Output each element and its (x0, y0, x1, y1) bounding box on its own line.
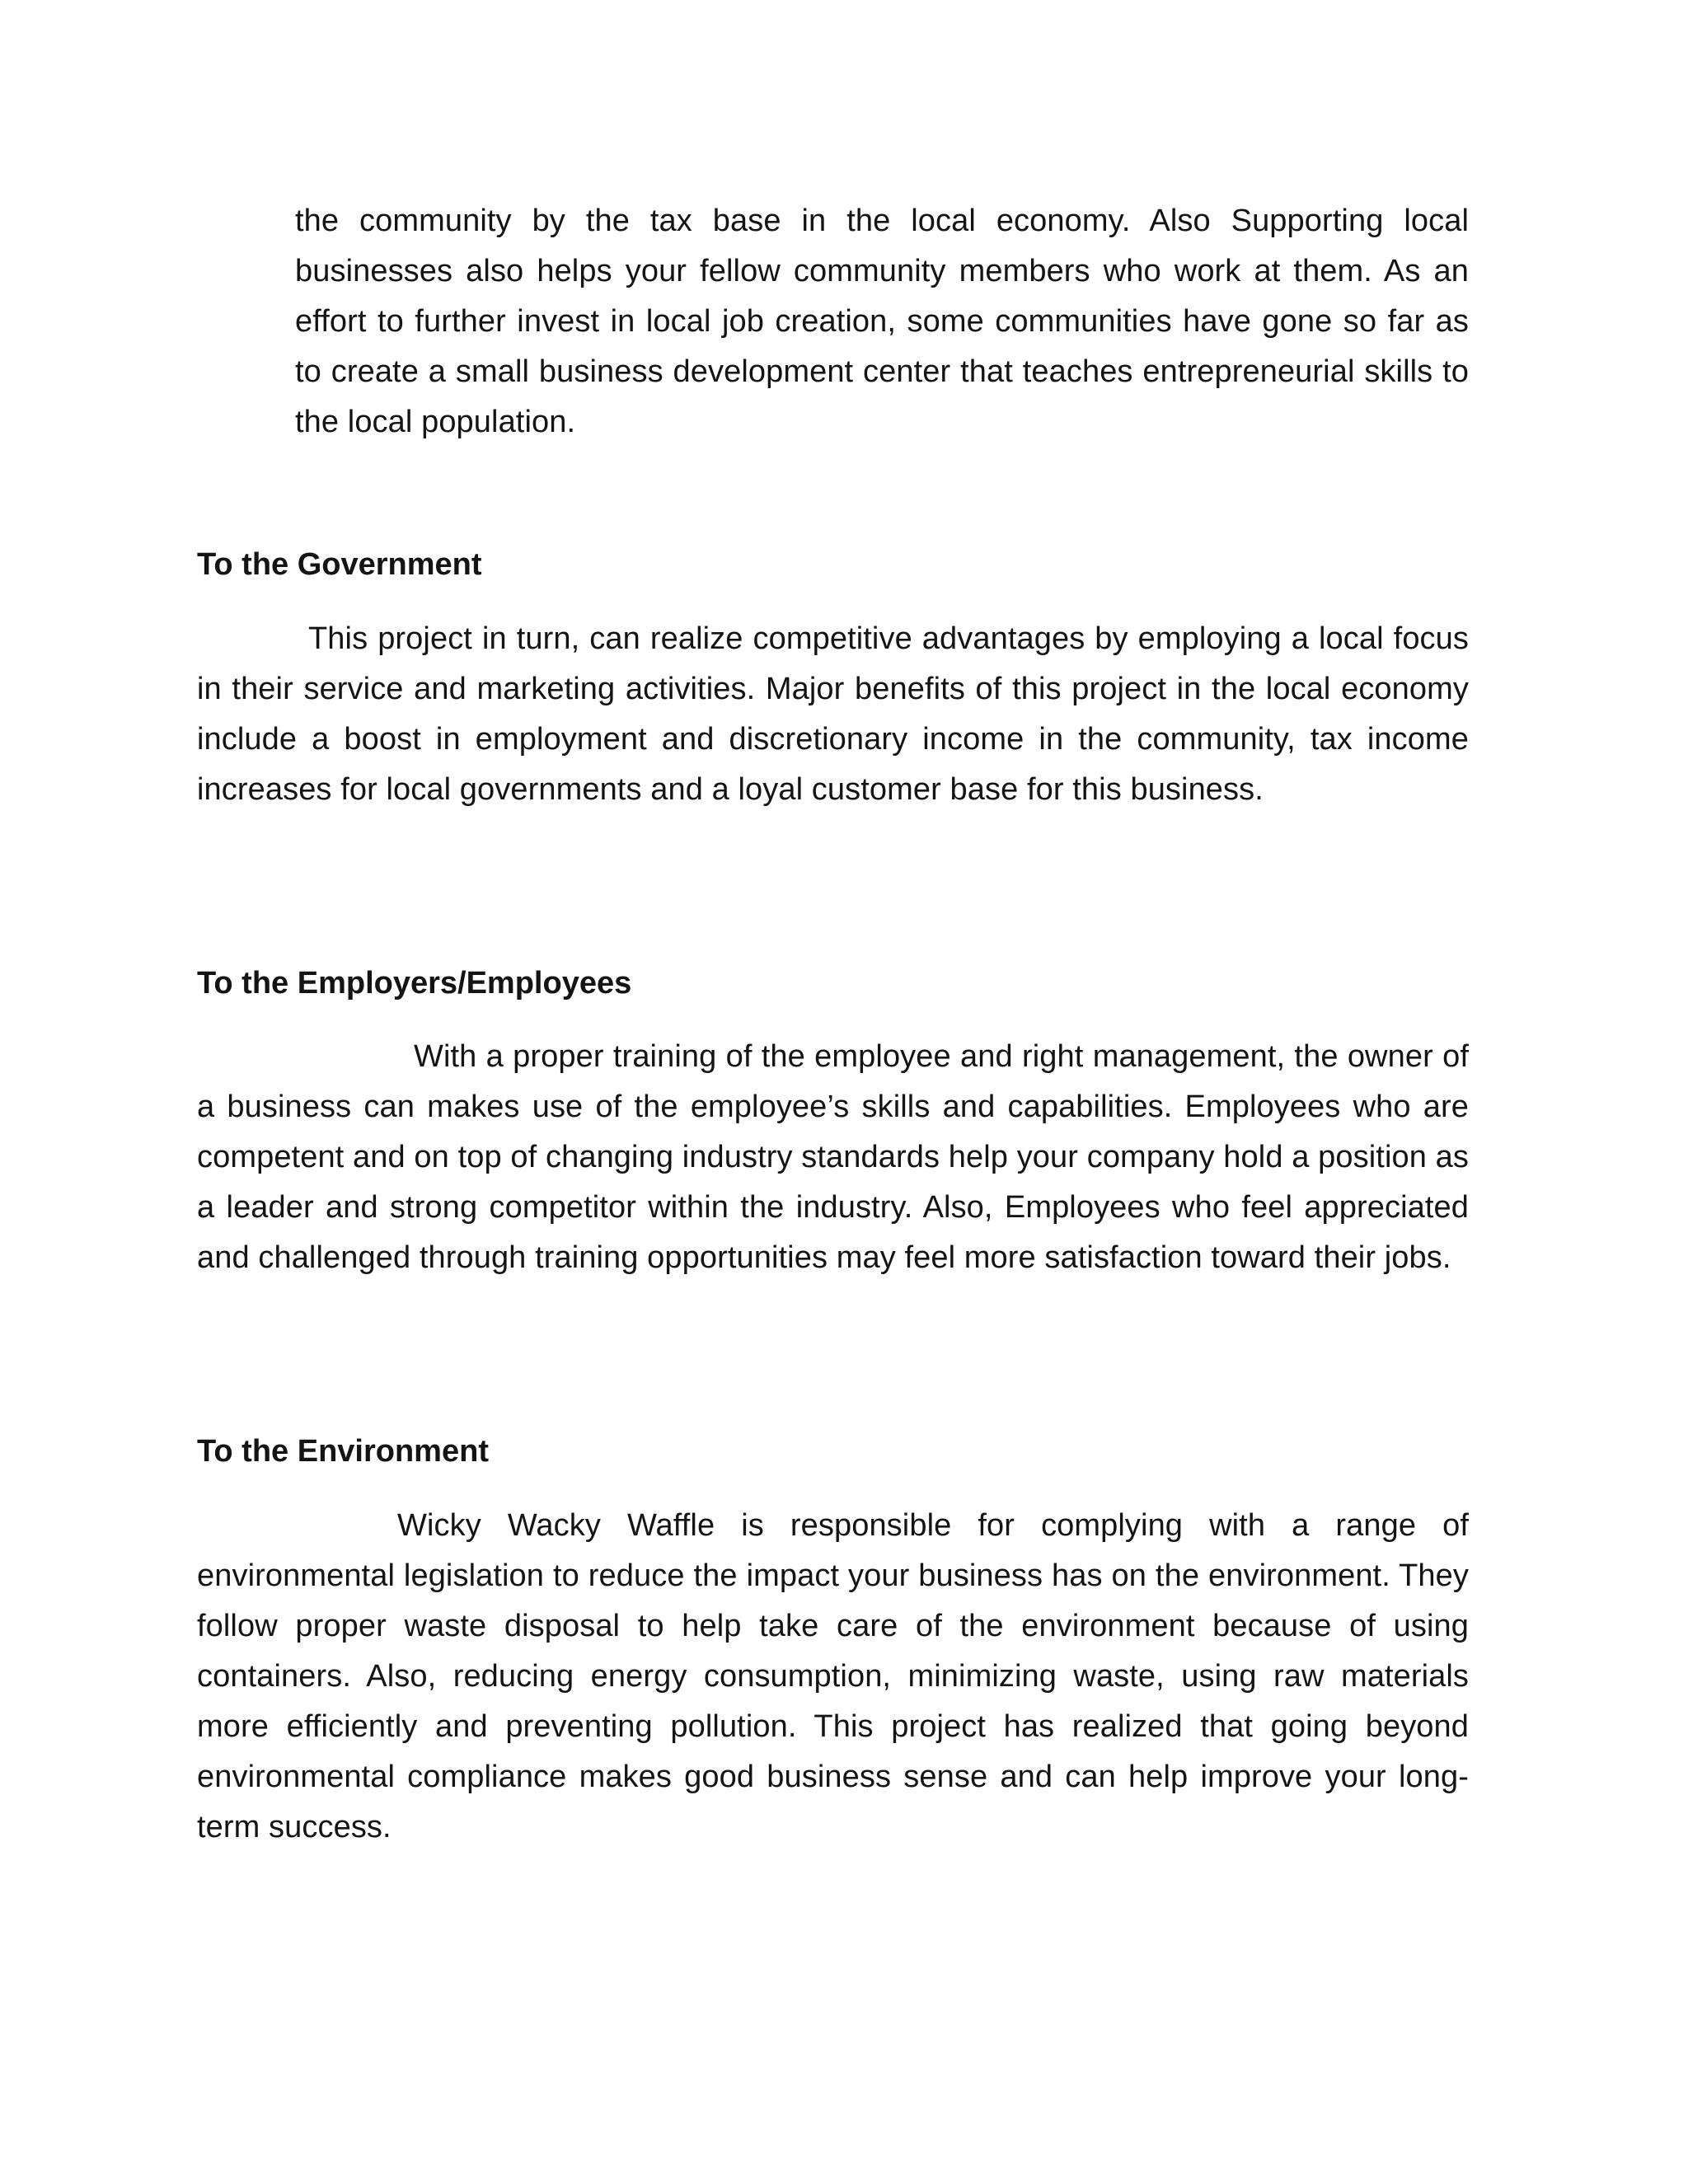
heading-government: To the Government (197, 547, 482, 582)
intro-paragraph: the community by the tax base in the local economy. Also Supporting local businesses also helps your fellow community members who work at them. As an effort to further invest in local job creation, some communities have gone so far as to create a small business development center that teaches entrepreneurial skills to the local population. (295, 204, 1469, 439)
heading-environment: To the Environment (197, 1434, 489, 1469)
heading-employers-employees: To the Employers/Employees (197, 966, 632, 1001)
paragraph-government: This project in turn, can realize competitive advantages by employing a local focus in their service and marketing activities. Major benefits of this project in the local economy include a boost in employment and discretionary income in the community, tax income increases for local governments and a loyal customer base for this business. (197, 621, 1469, 807)
paragraph-environment: Wicky Wacky Waffle is responsible for complying with a range of environmental legislation to reduce the impact your business has on the environment. They follow proper waste disposal to help take care of the environment because of using containers. Also, reducing energy consumption, minimizing waste, using raw materials more efficiently and preventing pollution. This project has realized that going beyond environmental compliance makes good business sense and can help improve your long-term success. (197, 1508, 1469, 1844)
paragraph-employers-employees: With a proper training of the employee and right management, the owner of a business can makes use of the employee’s skills and capabilities. Employees who are competent and on top of changing industry standards help your company hold a position as a leader and strong competitor within the industry. Also, Employees who feel appreciated and challenged through training opportunities may feel more satisfaction toward their jobs. (197, 1039, 1469, 1275)
